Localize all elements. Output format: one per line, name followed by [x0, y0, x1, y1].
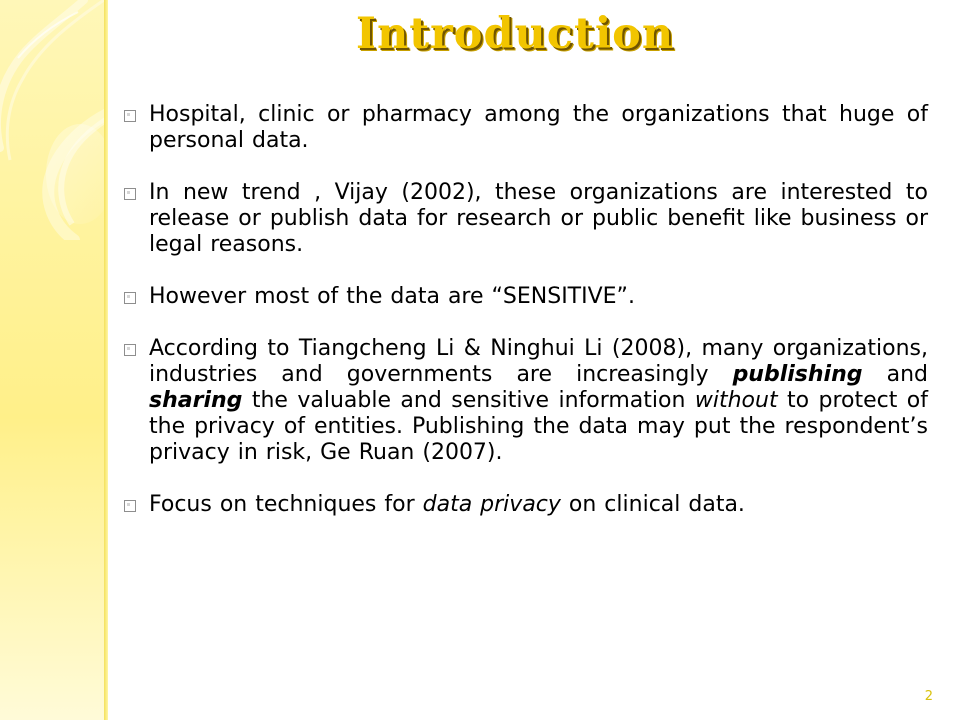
- bullet-text-4-without: without: [694, 388, 778, 413]
- bullet-item-1: [118, 102, 928, 154]
- bullet-text-4-part-4: to protect of the privacy of entities. Publishing the data may put the respondent’s privacy in risk, Ge Ruan (2007).: [149, 388, 928, 465]
- square-bullet-icon: [124, 292, 136, 304]
- bullet-text-4-part-3: the valuable and sensitive information: [242, 388, 695, 413]
- bullet-item-5: [118, 492, 928, 518]
- bullet-text-5-data-privacy: data privacy: [422, 492, 561, 517]
- square-bullet-icon: [124, 500, 136, 512]
- page-number: 2: [924, 689, 933, 704]
- bullet-text-5-part-1: Focus on techniques for: [149, 492, 423, 517]
- band-edge: [104, 0, 108, 720]
- bullet-text-4-part-2: and: [862, 362, 928, 387]
- square-bullet-icon: [124, 110, 136, 122]
- bullet-text-4-part-1: According to Tiangcheng Li & Ninghui Li (2008), many organizations, industries and governments are increasingly: [149, 336, 928, 387]
- bullet-item-3: [118, 284, 928, 310]
- bullet-text-5-part-2: on clinical data.: [560, 492, 745, 517]
- square-bullet-icon: [124, 188, 136, 200]
- slide-title: Introduction: [355, 9, 675, 59]
- bullet-text-2: In new trend , Vijay (2002), these organizations are interested to release or publish data for research or public benefit like business or legal reasons.: [149, 180, 928, 257]
- bullet-list: [118, 102, 928, 518]
- bullet-text-1: Hospital, clinic or pharmacy among the organizations that huge of personal data.: [149, 102, 928, 153]
- square-bullet-icon: [124, 344, 136, 356]
- bullet-text-4-sharing: sharing: [149, 388, 243, 413]
- bullet-text-3: However most of the data are “SENSITIVE”.: [149, 284, 635, 309]
- bullet-item-2: [118, 180, 928, 258]
- bullet-item-4: [118, 336, 928, 466]
- decorative-rings-icon: [0, 0, 104, 240]
- left-decorative-band: [0, 0, 104, 720]
- bullet-text-4-publishing: publishing: [732, 362, 863, 387]
